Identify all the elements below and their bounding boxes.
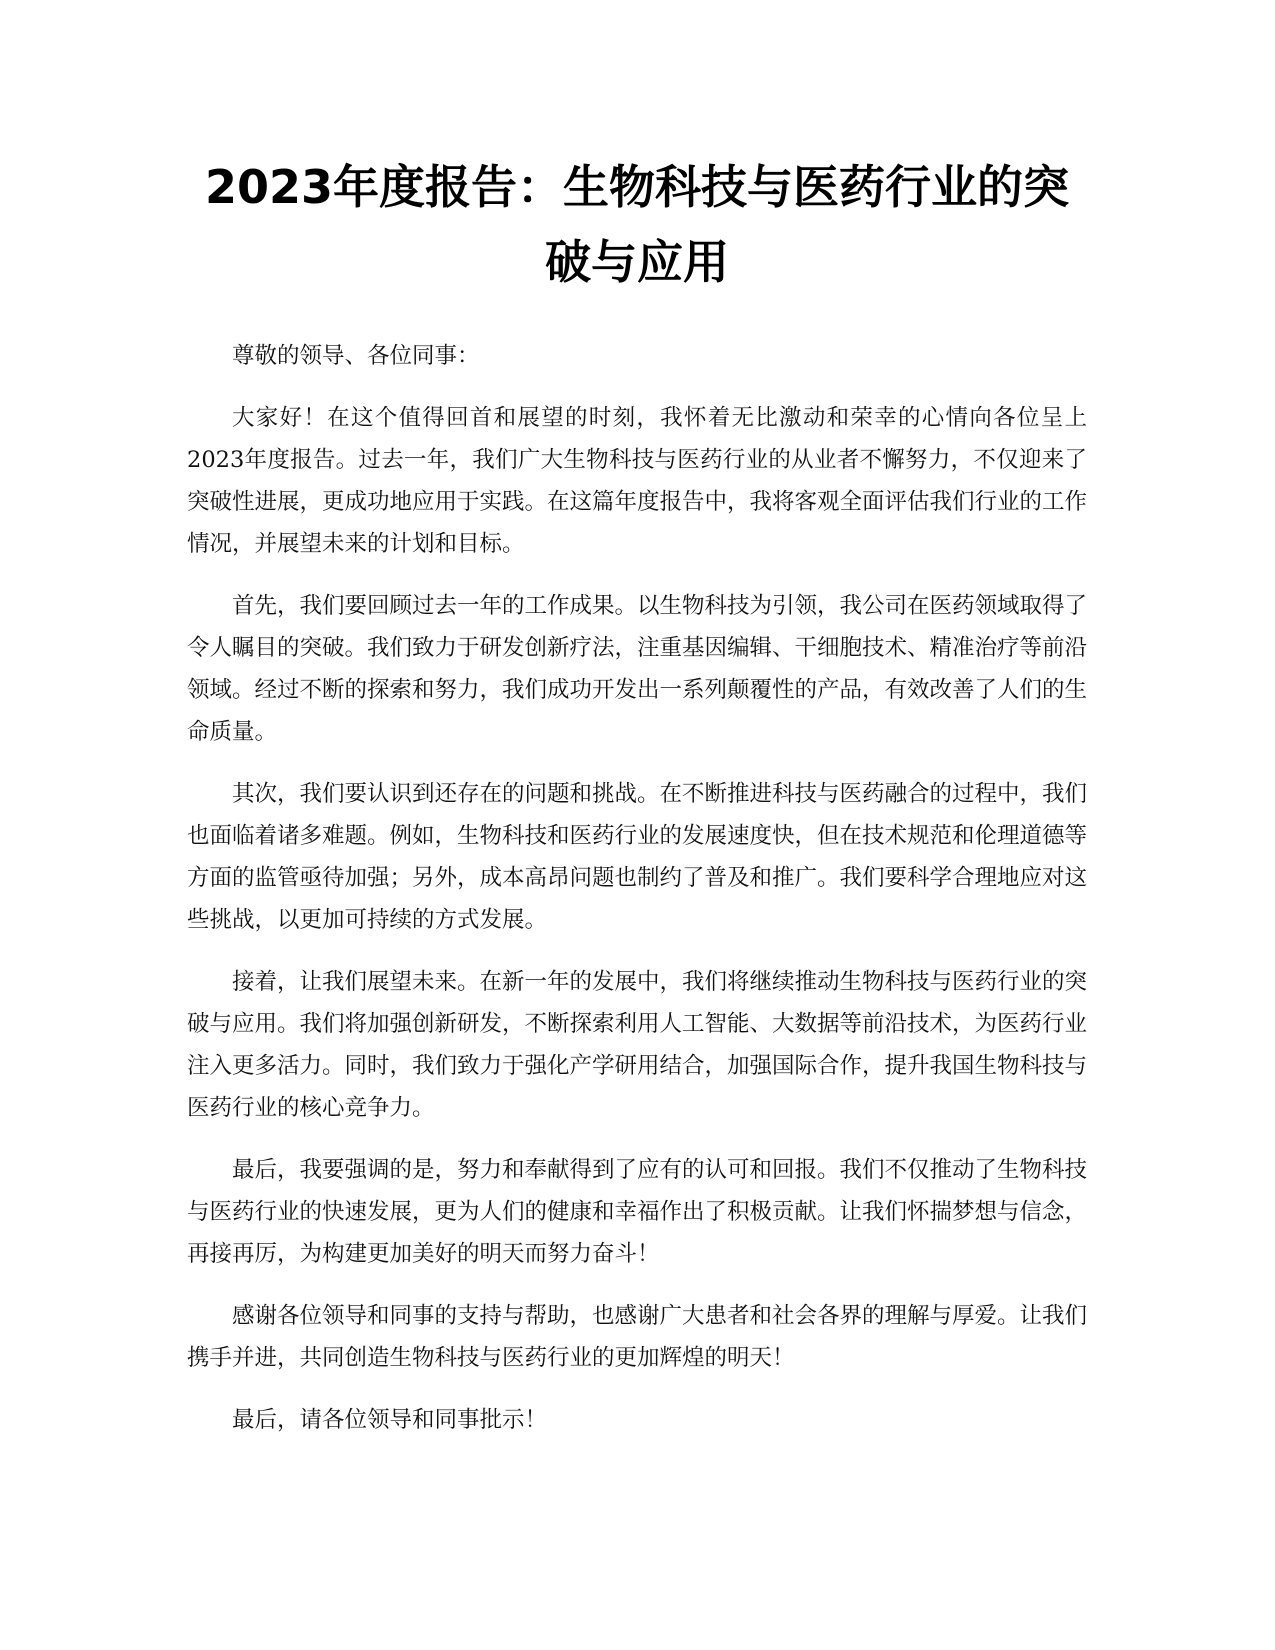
document-body (187, 335, 1087, 1441)
document-content (187, 150, 1087, 1461)
paragraph-challenges: 其次，我们要认识到还存在的问题和挑战。在不断推进科技与医药融合的过程中，我们也面临着诸多难题。例如，生物科技和医药行业的发展速度快，但在技术规范和伦理道德等方面的监管亟待加强；另外，成本高昂问题也制约了普及和推广。我们要科学合理地应对这些挑战，以更加可持续的方式发展。 (187, 781, 1088, 933)
paragraph-conclusion: 最后，我要强调的是，努力和奉献得到了应有的认可和回报。我们不仅推动了生物科技与医药行业的快速发展，更为人们的健康和幸福作出了积极贡献。让我们怀揣梦想与信念，再接再厉，为构建更加美好的明天而努力奋斗！ (187, 1157, 1088, 1267)
paragraph-thanks: 感谢各位领导和同事的支持与帮助，也感谢广大患者和社会各界的理解与厚爱。让我们携手并进，共同创造生物科技与医药行业的更加辉煌的明天！ (187, 1303, 1088, 1371)
paragraph-outlook: 接着，让我们展望未来。在新一年的发展中，我们将继续推动生物科技与医药行业的突破与应用。我们将加强创新研发，不断探索利用人工智能、大数据等前沿技术，为医药行业注入更多活力。同时，我们致力于强化产学研用结合，加强国际合作，提升我国生物科技与医药行业的核心竞争力。 (187, 969, 1088, 1121)
paragraph-closing: 最后，请各位领导和同事批示！ (232, 1407, 548, 1433)
document-title: 2023年度报告：生物科技与医药行业的突破与应用 (204, 160, 1070, 289)
salutation: 尊敬的领导、各位同事： (232, 343, 480, 369)
paragraph-opening: 大家好！在这个值得回首和展望的时刻，我怀着无比激动和荣幸的心情向各位呈上2023年度报告。过去一年，我们广大生物科技与医药行业的从业者不懈努力，不仅迎来了突破性进展，更成功地应用于实践。在这篇年度报告中，我将客观全面评估我们行业的工作情况，并展望未来的计划和目标。 (187, 405, 1088, 557)
paragraph-achievements: 首先，我们要回顾过去一年的工作成果。以生物科技为引领，我公司在医药领域取得了令人瞩目的突破。我们致力于研发创新疗法，注重基因编辑、干细胞技术、精准治疗等前沿领域。经过不断的探索和努力，我们成功开发出一系列颠覆性的产品，有效改善了人们的生命质量。 (187, 593, 1088, 745)
